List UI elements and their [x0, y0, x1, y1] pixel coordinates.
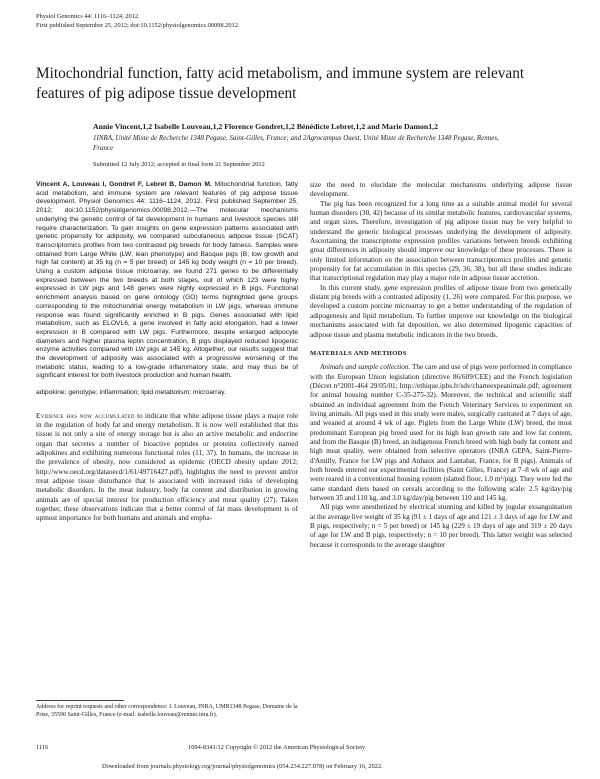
keywords: adipokine; genotype; inflammation; lipid metabolism; microarray.: [36, 389, 226, 397]
intro-text: to indicate that white adipose tissue plays a major role in the regulation of body fat and energy metabolism. It is now well established that this tissue is not only a site of energy storage but is also an active metabolic and endocrine organ that secretes a number of bioactive peptides or proteins collectively named adipokines and exhibiting numerous functional roles (11, 37). In humans, the increase in the prevalence of obesity, now considered as epidemic (OECD obesity update 2012; http://www.oecd.org/dataoecd/1/61/49716427.pdf), highlights the need to prevent and/or treat adipose tissue disturbance that is associated with increased risks of developing metabolic disorders. In the meat industry, body fat content and distribution in growing animals are of special interest for production efficiency and meat quality (27). Taken together, these observations indicate that a better control of fat mass development is of upmost importance for both humans and animals and empha-: [36, 411, 299, 523]
article-title: Mitochondrial function, fatty acid metabolism, and immune system are relevant features of pig adipose tissue development: [36, 65, 525, 102]
abstract: [36, 181, 298, 381]
section-heading: MATERIALS AND METHODS: [310, 349, 407, 357]
download-notice: Downloaded from journals.physiology.org/journal/physiolgenomics (054.234.227.078) on February 16, 2022.: [102, 763, 383, 770]
affiliations: 1INRA, Unité Mixte de Recherche 1348 Pegase, Saint-Gilles, France; and 2Agrocampus Ouest, Unité Mixte de Recherche 1348 Pegase, Rennes, France: [93, 134, 499, 152]
paragraph: All pigs were anesthetized by electrical stunning and killed by jugular exsanguination at the average live weight of 35 kg (91 ± 1 days of age and 121 ± 3 days of age for LW and B pigs, respectively; n = 5 per breed) or 145 kg (229 ± 19 days of age and 319 ± 20 days of age for LW and B pigs, respectively; n = 10 per breed). This latter weight was selected because it corresponds to the average slaughter: [310, 503, 572, 549]
right-column: [310, 181, 572, 550]
paragraph: In this current study, gene expression profiles of adipose tissue from two genetically distant pig breeds with a contrasted adiposity (1, 26) were compared. For this purpose, we developed a custom porcine microarray to get a better understanding of the regulation of adipogenesis and lipid metabolism. To further improve our knowledge on the biological mechanisms associated with fat deposition, we also determined lipogenic capacities of adipose tissue and plasma metabolic indicators in the two breeds.: [310, 283, 572, 339]
correspondence-footnote: Address for reprint requests and other correspondence: I. Louveau, INRA, UMR1348 Pegase, Domaine de la Prise, 35590 Saint-Gilles, France (e-mail: isabelle.louveau@rennes.inra.fr).: [36, 704, 298, 718]
introduction-paragraph: [36, 412, 298, 524]
abstract-text: Mitochondrial function, fatty acid metabolism, and immune system are relevant features of pig adipose tissue development. Physiol Genomics 44: 1116–1124, 2012. First published September 25, 2012; doi:10.1152/physiolgenomics.00098.2012.—The molecular mechanisms underlying the genetic control of fat development in humans and livestock species still require characterization. To gain insights on gene expression patterns associated with genetic propensity for adiposity, we compared subcutaneous adipose tissue (SCAT) transcriptomics profiles from two contrasted pig breeds for body fatness. Samples were obtained from Large White (LW; lean phenotype) and Basque pigs (B; low growth and high fat content) at 35 kg (n = 5 per breed) or 145 kg body weight (n = 10 per breed). Using a custom adipose tissue microarray, we found 271 genes to be differentially expressed between the two breeds at both stages, out of which 123 were highly expressed in LW pigs and 148 genes were highly expressed in B pigs. Functional enrichment analysis based on gene ontology (GO) terms highlighted gene groups corresponding to the mitochondrial energy metabolism in LW pigs, whereas immune response was found significantly enriched in B pigs. Genes associated with lipid metabolism, such as ELOVL6, a gene involved in fatty acid elongation, had a lower expression in B compared with LW pigs. Furthermore, despite enlarged adipocyte diameters and higher plasma leptin concentration, B pigs displayed reduced lipogenic enzyme activities compared with LW pigs at 145 kg. Altogether, our results suggest that the development of adiposity was associated with a progressive worsening of the metabolic status, leading to a low-grade inflammatory state, and may thus be of significant interest for both livestock production and human health.: [36, 181, 299, 380]
journal-citation-line: Physiol Genomics 44: 1116–1124, 2012.: [36, 13, 140, 20]
abstract-citation-authors: Vincent A, Louveau I, Gondret F, Lebret B, Damon M.: [36, 181, 212, 188]
methods-paragraph: [310, 363, 572, 503]
methods-text: The care and use of pigs were performed in compliance with the European Union legislation (directive 86/609/CEE) and the French legislation (Décret n°2001-464 29/05/01; http://ethique.ipbs.fr/sdv/charteexpeanimale.pdf; agreement for animal housing number C-35-275-32). Moreover, the technical and scientific staff obtained an individual agreement from the French Veterinary Services to experiment on living animals. All pigs used in this study were males, surgically castrated at 7 days of age, and weaned at around 4 wk of age. Piglets from the Large White (LW) breed, the most predominant European pig breed used for its high lean growth rate and low fat content, and from the Basque (B) breed, an indigenous French breed with high body fat content and high meat quality, were obtained from selective operators (INRA GEPA, Saint-Pierre-d'Amilly, France for LW pigs and Anhaux and Lantabat, France, for B pigs). Animals of both breeds entered our experimental facilities (Saint Gilles, France) at 7–8 wk of age and were reared in a conventional housing system (slatted floor, 1.0 m²/pig). They were fed the same standard diets based on cereals according to the following scale: 2.5 kg/day/pig between 35 and 110 kg, and 3.0 kg/day/pig between 110 and 145 kg.: [310, 363, 572, 502]
page-number: 1116: [36, 744, 49, 751]
left-column: [36, 181, 298, 524]
copyright-line: 1094-8341/12 Copyright © 2012 the American Physiological Society: [188, 744, 366, 751]
author-list: Annie Vincent,1,2 Isabelle Louveau,1,2 Florence Gondret,1,2 Bénédicte Lebret,1,2 and Marie Damon1,2: [93, 122, 438, 131]
submission-dates: Submitted 12 July 2012; accepted in final form 21 September 2012: [93, 161, 265, 168]
published-line: First published September 25, 2012; doi:10.1152/physiolgenomics.00098.2012.: [36, 22, 240, 29]
paragraph: size the need to elucidate the molecular mechanisms underlying adipose tissue development.: [310, 181, 572, 199]
footnote-divider: [36, 700, 124, 701]
journal-header: [36, 12, 240, 30]
subsection-heading: Animals and sample collection.: [320, 363, 411, 372]
paragraph: The pig has been recognized for a long time as a suitable animal model for several human disorders (30, 42) because of its similar metabolic features, cardiovascular systems, and organ sizes. Therefore, investigation of pig adipose tissue may be very helpful to understand the generic biological processes underlying the development of adiposity. Ascertaining the transcriptome expression profiles variations between breeds exhibiting great differences in adiposity should improve our knowledge of these processes. There is only limited information on the association between transcriptomics profiles and genetic propensity for fat accumulation in this species (29, 36, 38), but all these studies indicate that transcriptional regulation may play a major role in adipose tissue accretion.: [310, 199, 572, 283]
intro-lead: Evidence has now accumulated: [36, 411, 135, 420]
